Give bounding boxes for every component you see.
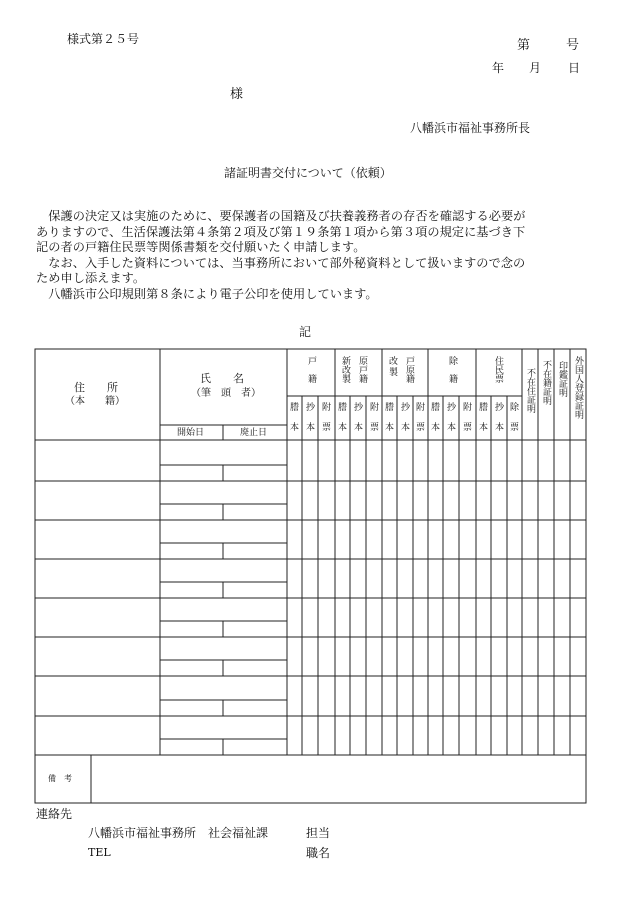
form-number: 様式第２５号 <box>67 32 140 46</box>
sub-header: 附 <box>322 403 332 413</box>
sub-header2: 本 <box>401 423 411 433</box>
doc-number-dai: 第 <box>517 38 531 53</box>
sub-header: 附 <box>463 403 473 413</box>
document-title: 諸証明書交付について（依頼） <box>224 166 392 180</box>
date-day: 日 <box>568 61 581 75</box>
sub-header: 抄 <box>306 403 316 413</box>
body-line: 八幡浜市公印規則第８条により電子公印を使用しています。 <box>36 286 378 301</box>
contact-tel: TEL <box>88 846 111 859</box>
sub-header2: 票 <box>416 423 426 433</box>
date-year: 年 <box>492 61 505 75</box>
body-line: なお、入手した資料については、当事務所において部外秘資料として扱いますので念の <box>36 255 526 270</box>
sub-header: 謄 <box>385 403 395 413</box>
col-address-line1: 住 所 <box>74 381 118 394</box>
sub-header: 抄 <box>401 403 411 413</box>
sub-header2: 票 <box>463 423 473 433</box>
sub-header2: 本 <box>338 423 348 433</box>
sub-header: 謄 <box>290 403 300 413</box>
sub-header: 謄 <box>479 403 489 413</box>
start-date-label: 開始日 <box>177 428 205 438</box>
sub-header2: 本 <box>431 423 441 433</box>
sub-header2: 本 <box>495 423 505 433</box>
addressee-suffix: 様 <box>230 87 244 102</box>
contact-office: 八幡浜市福祉事務所 社会福祉課 <box>88 826 269 840</box>
sub-header: 抄 <box>354 403 364 413</box>
ki-label: 記 <box>299 325 312 339</box>
contact-position-label: 職名 <box>306 846 331 860</box>
group-juminhyo: 住民票 <box>493 356 503 383</box>
sub-header2: 票 <box>370 423 380 433</box>
col-address-line2: （本 籍） <box>65 396 125 407</box>
doc-number-go: 号 <box>566 38 580 53</box>
group-koseki: 戸籍 <box>306 356 316 392</box>
body-line: 記の者の戸籍住民票等関係書類を交付願いたく申請します。 <box>36 240 366 254</box>
remarks-label: 備 考 <box>48 774 72 783</box>
col-name-line1: 氏 名 <box>200 372 244 385</box>
group-genkoseki: 原戸籍 <box>357 356 367 383</box>
col-gaikokujin: 外国人登録証明 <box>573 356 583 419</box>
contact-person-label: 担当 <box>306 826 331 840</box>
sub-header2: 本 <box>447 423 457 433</box>
sub-header: 除 <box>510 403 520 413</box>
sub-header2: 本 <box>354 423 364 433</box>
group-joseki: 除籍 <box>447 356 457 392</box>
contact-label: 連絡先 <box>36 807 73 821</box>
sub-header: 謄 <box>431 403 441 413</box>
body-line: ため申し添えます。 <box>36 271 146 285</box>
sub-header2: 本 <box>290 423 300 433</box>
group-shinkaisei: 新改製 <box>340 356 350 383</box>
end-date-label: 廃止日 <box>240 428 268 438</box>
sub-header2: 本 <box>306 423 316 433</box>
body-line: ありますので、生活保護法第４条第２項及び第１９条第１項から第３項の規定に基づき下 <box>36 224 526 239</box>
sub-header: 抄 <box>495 403 505 413</box>
group-kaisei-genseki: 戸原籍 <box>404 356 414 383</box>
sub-header2: 本 <box>479 423 489 433</box>
sub-header2: 票 <box>322 423 332 433</box>
col-inkan: 印鑑証明 <box>557 361 567 397</box>
sender: 八幡浜市福祉事務所長 <box>410 121 531 135</box>
sub-header: 附 <box>370 403 380 413</box>
col-fuzai-jusho: 不在住証明 <box>525 368 535 413</box>
group-kaisei: 改製 <box>387 356 397 378</box>
sub-header2: 票 <box>510 423 520 433</box>
sub-header: 抄 <box>447 403 457 413</box>
sub-header: 附 <box>416 403 426 413</box>
sub-header2: 本 <box>385 423 395 433</box>
sub-header: 謄 <box>338 403 348 413</box>
body-line: 保護の決定又は実施のために、要保護者の国籍及び扶養義務者の存否を確認する必要が <box>36 209 526 223</box>
col-name-line2: （筆 頭 者） <box>191 388 261 399</box>
date-month: 月 <box>529 61 542 75</box>
col-fuzai-seki: 不在籍証明 <box>541 360 551 405</box>
